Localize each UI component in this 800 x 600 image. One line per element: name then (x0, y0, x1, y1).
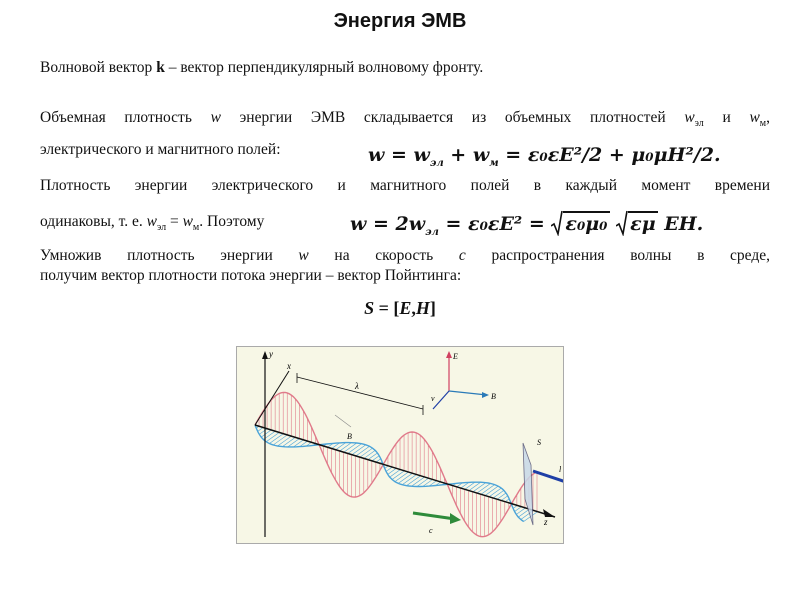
poynting-formula (0, 298, 800, 319)
plane-label: S (537, 438, 541, 447)
density-paragraph-line2: электрического и магнитного полей: (40, 141, 281, 158)
radical-icon (551, 210, 563, 236)
p1-prefix: Волновой вектор (40, 59, 157, 76)
f3-comma: , (411, 298, 416, 318)
p2-and: и (703, 109, 750, 126)
magnetic-hatch-line (489, 488, 502, 497)
f1-eq2: = (498, 144, 528, 166)
wave-vector-paragraph (40, 58, 770, 78)
b-vector-label: B (491, 392, 496, 401)
density-paragraph-line1 (40, 108, 770, 134)
p4-w: w (298, 247, 309, 264)
f2-wel-sub: эл (425, 226, 439, 238)
v-vector-line (433, 391, 449, 409)
magnetic-hatch-line (269, 434, 283, 444)
magnetic-hatch-line (360, 448, 373, 457)
b-vector-line (449, 391, 487, 395)
velocity-arrowhead (450, 513, 461, 524)
l-label: l (559, 465, 562, 474)
magnetic-hatch-line (372, 456, 379, 461)
v-vector-label: v (431, 394, 435, 403)
p2-text1: Объемная плотность (40, 109, 211, 126)
p1-suffix: – вектор перпендикулярный волновому фронту. (164, 59, 484, 76)
magnetic-hatch-line (469, 482, 481, 491)
magnetic-hatch-line (368, 453, 378, 460)
velocity-arrow (413, 513, 455, 519)
f2-wel: w (408, 213, 426, 235)
f2-tail: EH. (657, 213, 704, 235)
lambda-label: λ (355, 381, 359, 391)
f2-eq2: = ε₀εE² = (438, 213, 552, 235)
H-symbol: H (415, 298, 430, 318)
magnetic-hatch-line (473, 483, 486, 492)
magnetic-hatch-line (477, 483, 491, 493)
f1-lhs: w (368, 144, 385, 166)
equal-density-paragraph-line2 (40, 212, 340, 238)
f3-eq: = [ (374, 298, 400, 318)
p2-text2: энергии ЭМВ складывается из объемных плотностей (220, 109, 685, 126)
k-symbol: k (156, 59, 165, 76)
f2-eq: = 2 (366, 213, 409, 235)
magnetic-hatch-line (493, 490, 504, 498)
magnetic-hatch-line (364, 450, 375, 458)
magnetic-hatch-line (258, 427, 263, 431)
p3-wel-sub: эл (156, 222, 167, 234)
w-el-subscript: эл (694, 118, 704, 130)
b-vector-arrowhead (482, 392, 489, 398)
w-el-symbol: w (684, 109, 695, 126)
f3-close: ] (429, 298, 436, 318)
magnetic-hatch-line (402, 475, 416, 485)
magnetic-hatch-line (340, 443, 352, 451)
p2-end: , (766, 109, 770, 126)
magnetic-hatch-line (412, 477, 425, 486)
p4-t1: Умножив плотность энергии (40, 247, 299, 264)
S-symbol: S (364, 298, 375, 318)
magnetic-hatch-line (352, 445, 366, 455)
page-title: Энергия ЭМВ (333, 10, 467, 32)
magnetic-hatch-line (288, 439, 300, 447)
magnetic-hatch-line (407, 476, 421, 486)
magnetic-hatch-line (485, 486, 499, 496)
w-symbol: w (210, 109, 221, 126)
p3-prefix: одинаковы, т. е. (40, 213, 147, 230)
c-label: c (429, 526, 433, 535)
f2-lhs: w (350, 213, 367, 235)
energy-density-eh-formula (350, 213, 703, 238)
magnetic-hatch-line (395, 472, 408, 481)
f1-plus: + (443, 144, 473, 166)
magnetic-hatch-line (278, 436, 292, 446)
poynting-line1 (40, 246, 770, 266)
magnetic-hatch-line (266, 432, 279, 441)
f1-wel-sub: эл (429, 157, 444, 169)
magnetic-field-hatching (255, 425, 537, 522)
e-vector-label: E (453, 352, 458, 361)
p3-wm: w (182, 213, 193, 230)
wavelength-marker (297, 377, 423, 409)
electric-field-hatching (255, 392, 537, 536)
sqrt-eps0-mu0 (551, 213, 609, 235)
y-axis-label: y (269, 349, 273, 359)
magnetic-hatch-line (356, 446, 370, 456)
E-symbol: E (399, 298, 412, 318)
z-axis-line (255, 425, 555, 517)
em-wave-diagram (237, 347, 563, 543)
magnetic-hatch-line (386, 467, 392, 471)
magnetic-hatch-line (398, 473, 412, 483)
sqrt-eps-mu (616, 213, 657, 235)
magnetic-hatch-line (282, 437, 295, 446)
radical-icon (616, 210, 628, 236)
magnetic-hatch-line (417, 478, 428, 486)
p3-eq: = (166, 213, 183, 230)
em-wave-figure (236, 346, 564, 544)
poynting-paragraph (40, 246, 770, 286)
p3-suffix: . Поэтому (199, 213, 265, 230)
e-vector-arrowhead (446, 351, 452, 358)
magnetic-hatch-line (481, 485, 495, 495)
b-leader-line (335, 415, 351, 427)
magnetic-hatch-line (273, 435, 287, 445)
z-axis-label: z (544, 517, 548, 527)
magnetic-hatch-line (348, 444, 362, 454)
p4-t2: на скорость (308, 247, 459, 264)
f1-eq: = (384, 144, 414, 166)
magnetic-hatch-line (390, 470, 400, 477)
y-axis-arrowhead (262, 351, 268, 359)
magnetic-hatch-line (344, 443, 357, 452)
p3-wel: w (146, 213, 157, 230)
magnetic-hatch-line (392, 471, 404, 480)
sqrt2-content: εμ (630, 213, 656, 235)
p3-wm-sub: м (192, 222, 200, 234)
equal-density-paragraph-line1: Плотность энергии электрического и магнитного полей в каждый момент времени (40, 177, 770, 194)
w-m-symbol: w (749, 109, 760, 126)
f1-wm-sub: м (489, 157, 499, 169)
p4-c: c (458, 247, 466, 264)
f1-wel: w (413, 144, 430, 166)
f1-term1: ε₀εE²/2 (527, 144, 603, 166)
sqrt1-content: ε₀μ₀ (565, 213, 608, 235)
x-axis-line (255, 371, 289, 425)
magnetic-hatch-line (518, 510, 529, 518)
poynting-line2: получим вектор плотности потока энергии – вектор Пойнтинга: (40, 267, 462, 284)
magnetic-hatch-line (497, 493, 506, 500)
f1-wm: w (472, 144, 490, 166)
f1-term2: μ₀μH²/2. (631, 144, 721, 166)
energy-density-formula (368, 144, 721, 169)
x-axis-label: x (287, 361, 291, 371)
b-field-label: B (347, 432, 352, 441)
p4-t3: распространения волны в среде, (465, 247, 770, 264)
w-m-subscript: м (759, 118, 767, 130)
magnetic-hatch-line (261, 430, 271, 437)
magnetic-hatch-line (515, 507, 521, 511)
f1-plus2: + (602, 144, 632, 166)
